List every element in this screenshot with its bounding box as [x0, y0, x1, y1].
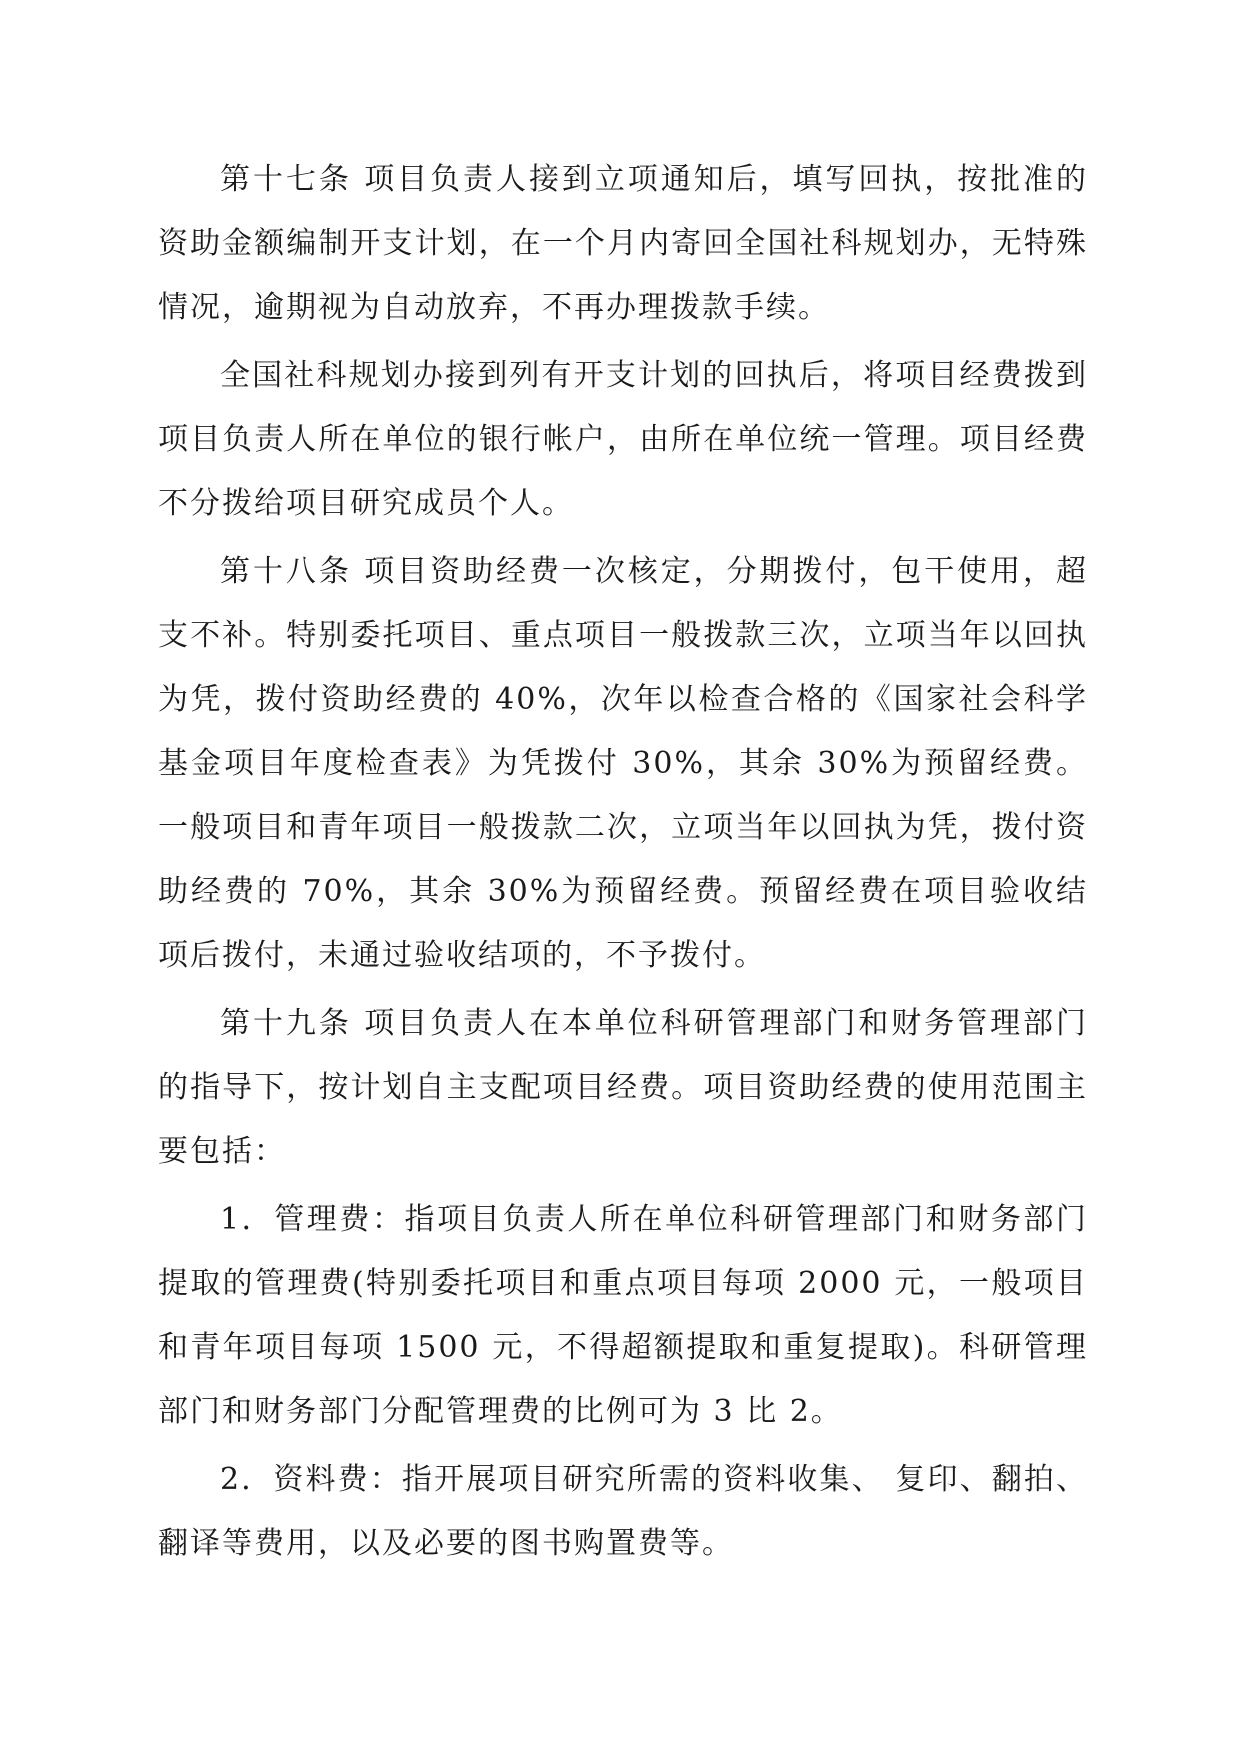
paragraph-management-fee: 1．管理费：指项目负责人所在单位科研管理部门和财务部门提取的管理费(特别委托项目和重点项目每项 2000 元，一般项目和青年项目每项 1500 元，不得超额提取和重复提取)。科研管理部门和财务部门分配管理费的比例可为 3 比 2。 — [158, 1202, 1088, 1429]
paragraph-article-18: 第十八条 项目资助经费一次核定，分期拨付，包干使用，超支不补。特别委托项目、重点项目一般拨款三次，立项当年以回执为凭，拨付资助经费的 40%，次年以检查合格的《国家社会科学基金项目年度检查表》为凭拨付 30%，其余 30%为预留经费。一般项目和青年项目一般拨款二次，立项当年以回执为凭，拨付资助经费的 70%，其余 30%为预留经费。预留经费在项目验收结项后拨付，未通过验收结项的，不予拨付。 — [158, 554, 1088, 973]
paragraph-article-17: 第十七条 项目负责人接到立项通知后，填写回执，按批准的资助金额编制开支计划，在一个月内寄回全国社科规划办，无特殊情况，逾期视为自动放弃，不再办理拨款手续。 — [158, 162, 1088, 325]
document-page — [158, 148, 1088, 1580]
paragraph-article-19: 第十九条 项目负责人在本单位科研管理部门和财务管理部门的指导下，按计划自主支配项目经费。项目资助经费的使用范围主要包括： — [158, 1006, 1088, 1169]
paragraph-funding-transfer: 全国社科规划办接到列有开支计划的回执后，将项目经费拨到项目负责人所在单位的银行帐户，由所在单位统一管理。项目经费不分拨给项目研究成员个人。 — [158, 358, 1088, 521]
paragraph-materials-fee: 2．资料费：指开展项目研究所需的资料收集、 复印、翻拍、翻译等费用，以及必要的图书购置费等。 — [158, 1462, 1088, 1561]
